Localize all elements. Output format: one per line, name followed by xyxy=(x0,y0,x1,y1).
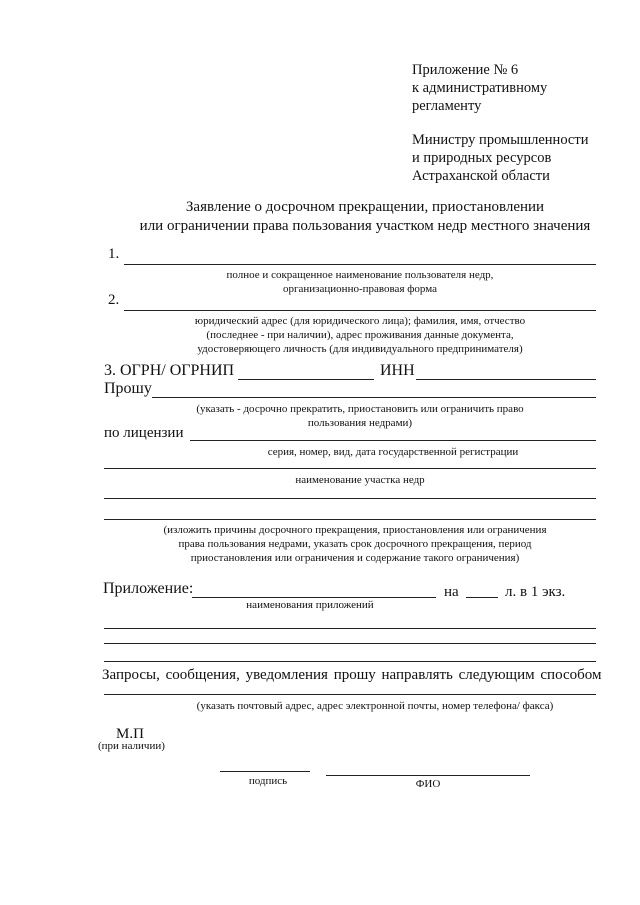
appendix-line: к административному xyxy=(412,80,548,96)
delivery-input-line[interactable] xyxy=(104,694,596,695)
stamp-label: М.П xyxy=(116,726,144,742)
delivery-caption: (указать почтовый адрес, адрес электронной почты, номер телефона/ факса) xyxy=(196,700,554,712)
addressee-line: Астраханской области xyxy=(412,168,550,184)
attachment-caption: наименования приложений xyxy=(246,599,374,611)
request-caption xyxy=(150,402,570,430)
title-line: или ограничении права пользования участком недр местного значения xyxy=(139,218,591,234)
reasons-caption xyxy=(130,523,580,565)
inn-input-line[interactable] xyxy=(416,379,596,380)
attachment-sheets-label: л. в 1 экз. xyxy=(505,584,566,600)
addressee xyxy=(412,131,588,185)
full-name-line[interactable] xyxy=(326,775,530,776)
site-input-line[interactable] xyxy=(104,468,596,469)
field2-input-line[interactable] xyxy=(124,310,596,311)
attachment-on-label: на xyxy=(444,584,459,600)
request-input-line[interactable] xyxy=(152,397,596,398)
site-caption: наименование участка недр xyxy=(295,474,425,486)
ogrn-input-line[interactable] xyxy=(238,379,374,380)
caption-line: организационно-правовая форма xyxy=(283,283,437,295)
field1-input-line[interactable] xyxy=(124,264,596,265)
field1-number: 1. xyxy=(108,246,120,262)
signature-caption: подпись xyxy=(248,775,288,787)
license-caption: серия, номер, вид, дата государственной регистрации xyxy=(267,446,519,458)
caption-line: права пользования недрами, указать срок досрочного прекращения, период xyxy=(178,538,532,550)
attachment-extra-line-2[interactable] xyxy=(104,643,596,644)
document-title xyxy=(110,198,620,236)
attachment-extra-line-3[interactable] xyxy=(104,661,596,662)
signature-line[interactable] xyxy=(220,771,310,772)
field2-number: 2. xyxy=(108,292,120,308)
field2-caption xyxy=(150,314,570,356)
caption-line: пользования недрами) xyxy=(307,417,413,429)
appendix-line: регламенту xyxy=(412,98,482,114)
addressee-line: и природных ресурсов xyxy=(412,150,552,166)
request-label: Прошу xyxy=(104,380,152,397)
caption-line: (изложить причины досрочного прекращения, приостановления или ограничения xyxy=(163,524,547,536)
stamp-note: (при наличии) xyxy=(98,740,165,752)
caption-line: (последнее - при наличии), адрес проживания данные документа, xyxy=(206,329,514,341)
reasons-input-line-1[interactable] xyxy=(104,498,596,499)
caption-line: приостановления или ограничения и содержание такого ограничения) xyxy=(190,552,520,564)
delivery-label: Запросы, сообщения, уведомления прошу направлять следующим способом xyxy=(102,667,602,683)
license-label: по лицензии xyxy=(104,425,184,441)
appendix-note xyxy=(412,61,547,115)
caption-line: (указать - досрочно прекратить, приостановить или ограничить право xyxy=(196,403,524,415)
reasons-input-line-2[interactable] xyxy=(104,519,596,520)
ogrn-label: 3. ОГРН/ ОГРНИП xyxy=(104,362,235,379)
appendix-line: Приложение № 6 xyxy=(412,62,519,78)
sheets-count-line[interactable] xyxy=(466,597,498,598)
title-line: Заявление о досрочном прекращении, приостановлении xyxy=(185,199,545,215)
caption-line: юридический адрес (для юридического лица); фамилия, имя, отчество xyxy=(194,315,526,327)
caption-line: полное и сокращенное наименование пользователя недр, xyxy=(226,269,494,281)
inn-label: ИНН xyxy=(380,362,415,379)
field1-caption xyxy=(160,268,560,296)
attachment-label: Приложение: xyxy=(103,580,194,597)
attachment-extra-line-1[interactable] xyxy=(104,628,596,629)
full-name-caption: ФИО xyxy=(415,778,441,790)
caption-line: удостоверяющего личность (для индивидуального предпринимателя) xyxy=(197,343,523,355)
addressee-line: Министру промышленности xyxy=(412,132,589,148)
license-input-line[interactable] xyxy=(190,440,596,441)
